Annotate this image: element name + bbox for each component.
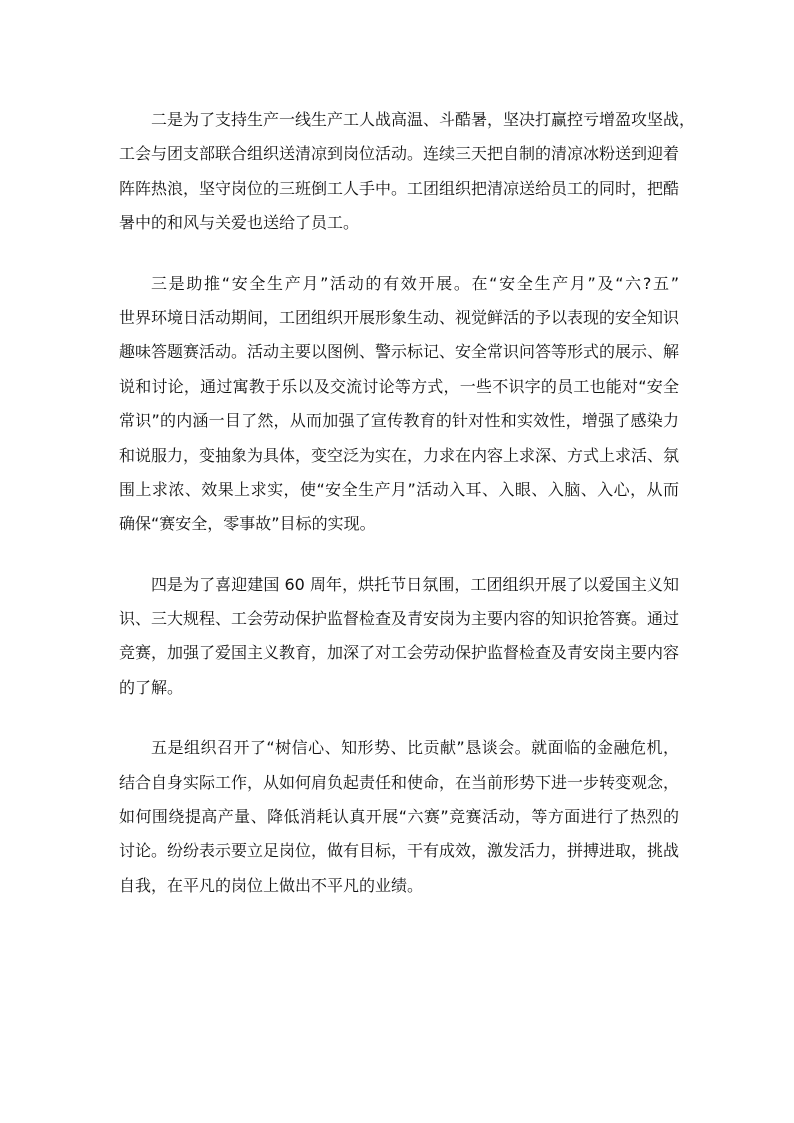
paragraph-line: 暑中的和风与关爱也送给了员工。 (119, 213, 360, 233)
paragraph-line: 识、三大规程、工会劳动保护监督检查及青安岗为主要内容的知识抢答赛。通过 (119, 609, 680, 629)
paragraph-line: 的了解。 (119, 677, 184, 697)
paragraph-line: 讨论。纷纷表示要立足岗位，做有目标，干有成效，激发活力，拼搏进取，挑战 (119, 841, 680, 861)
paragraph-line: 工会与团支部联合组织送清凉到岗位活动。连续三天把自制的清凉冰粉送到迎着 (119, 144, 680, 164)
paragraph-line: 结合自身实际工作，从如何肩负起责任和使命，在当前形势下进一步转变观念， (119, 772, 680, 792)
paragraph-line: 常识”的内涵一目了然，从而加强了宣传教育的针对性和实效性，增强了感染力 (119, 411, 679, 431)
paragraph-line: 三是助推“安全生产月”活动的有效开展。在“安全生产月”及“六?五” (151, 273, 679, 293)
paragraph-line: 自我，在平凡的岗位上做出不平凡的业绩。 (119, 875, 424, 895)
paragraph-line: 二是为了支持生产一线生产工人战高温、斗酷暑，坚决打赢控亏增盈攻坚战， (151, 110, 696, 129)
paragraph-line: 四是为了喜迎建国 60 周年，烘托节日氛围，工团组织开展了以爱国主义知 (151, 574, 679, 594)
paragraph-line: 世界环境日活动期间，工团组织开展形象生动、视觉鲜活的予以表现的安全知识 (119, 307, 680, 327)
paragraph-line: 说和讨论，通过寓教于乐以及交流讨论等方式，一些不识字的员工也能对“安全 (119, 376, 679, 396)
paragraph-line: 五是组织召开了“树信心、知形势、比贡献”恳谈会。就面临的金融危机， (151, 738, 679, 758)
paragraph-line: 趣味答题赛活动。活动主要以图例、警示标记、安全常识问答等形式的展示、解 (119, 342, 680, 362)
paragraph-line: 阵阵热浪，坚守岗位的三班倒工人手中。工团组织把清凉送给员工的同时，把酷 (119, 178, 680, 198)
paragraph-line: 围上求浓、效果上求实，使“安全生产月”活动入耳、入眼、入脑、入心，从而 (119, 479, 679, 499)
document-body (119, 103, 696, 929)
paragraph-line: 竞赛，加强了爱国主义教育，加深了对工会劳动保护监督检查及青安岗主要内容 (119, 643, 680, 663)
paragraph (119, 731, 679, 903)
paragraph (119, 103, 696, 241)
paragraph-line: 如何围绕提高产量、降低消耗认真开展“六赛”竞赛活动，等方面进行了热烈的 (119, 807, 679, 827)
paragraph-line: 和说服力，变抽象为具体，变空泛为实在，力求在内容上求深、方式上求活、氛 (119, 445, 680, 465)
paragraph-line: 确保“赛安全，零事故”目标的实现。 (119, 514, 376, 534)
paragraph (119, 568, 679, 706)
paragraph (119, 267, 679, 542)
